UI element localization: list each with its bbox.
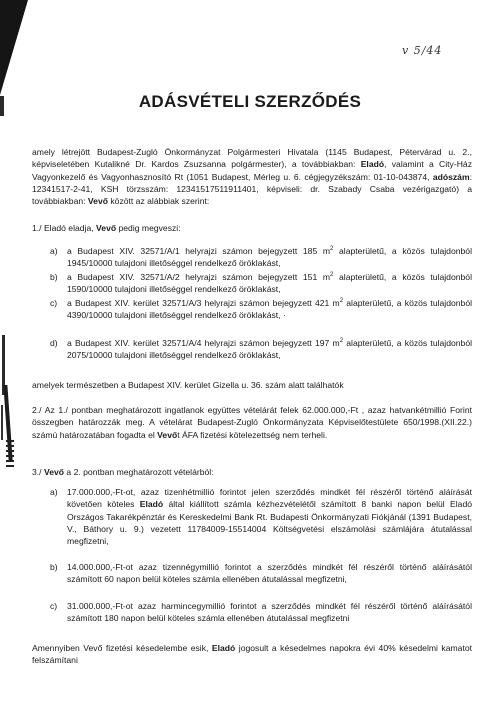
item-label: a) <box>50 246 58 256</box>
item-text-part: alapterületű, a közös tulajdonból 1590/10000 tulajdoni illetőséggel rendelkező öröklakást, <box>67 272 472 295</box>
item-text <box>67 486 472 547</box>
item-text-part: a Budapest XIV. kerület 32571/A/4 helyrajzi számon bejegyzett 197 m <box>67 338 340 348</box>
item-label: b) <box>50 562 58 572</box>
item-label: a) <box>50 487 58 497</box>
superscript: 2 <box>330 272 334 278</box>
superscript: 2 <box>330 246 334 252</box>
seller-term: Eladó <box>211 643 236 653</box>
item-label: d) <box>50 338 58 348</box>
item-text-part: által kiállított számla kézhezvételétől számított 8 banki napon belül Eladó Országos Takarékpénztár és Kereskedelmi Bank Rt. Budapesti Önkormányzati Fiókjánál (1391 Budapest, V., Báthory u. 9.) vezetett 11784009-15514004 Költségvetési elszámolási számlájára átutalással megfizetni, <box>67 499 472 547</box>
section-2-paragraph <box>32 404 472 441</box>
intro-paragraph <box>32 146 472 207</box>
document-title: ADÁSVÉTELI SZERZŐDÉS <box>138 92 362 111</box>
section-text: Amennyiben Vevő fizetési késedelembe esik, <box>32 643 212 653</box>
item-text <box>67 297 472 322</box>
item-text-part: a Budapest XIV. kerület 32571/A/3 helyrajzi számon bejegyzett 421 m <box>67 298 340 308</box>
section-3-heading <box>32 466 472 478</box>
item-label: c) <box>50 601 58 611</box>
buyer-term: Vevő <box>157 429 178 440</box>
item-text-part: 17.000.000,-Ft-ot, azaz tizenhétmillió forintot jelen szerződés mindkét fél részéről történő aláírását követően köteles <box>67 487 472 510</box>
section-text: 1./ Eladó eladja, <box>32 223 97 233</box>
item-text-part: 14.000.000,-Ft-ot azaz tizennégymillió forintot a szerződés mindkét fél részéről történő aláírásától számított 60 napon belül köteles számla ellenében átutalással megfizetni, <box>67 562 472 585</box>
buyer-term: Vevő <box>87 196 108 207</box>
property-location: amelyek természetben a Budapest XIV. kerület Gizella u. 36. szám alatt találhatók <box>32 380 344 390</box>
buyer-term: Vevő <box>43 467 65 477</box>
item-text-part: alapterületű, a közös tulajdonból 4390/10000 tulajdoni illetőséggel rendelkező öröklakást, · <box>67 298 473 321</box>
tax-number-label: adószám <box>432 171 470 182</box>
section-text: a 2. pontban meghatározott vételárból: <box>64 467 214 477</box>
intro-text: amely létrejött Budapest-Zugló Önkormányzat Polgármesteri Hivatala (1145 Budapest, Pétervárad u. 2., képviseletében Kutalikné Dr. Kardos Zsuzsanna polgármester), a továbbiakban: <box>32 147 472 170</box>
item-text-part: alapterületű, a közös tulajdonból 2075/10000 tulajdoni illetőséggel rendelkező öröklakást, <box>67 338 473 361</box>
item-text <box>67 271 472 296</box>
item-label: c) <box>50 298 58 308</box>
section-text: 2./ Az 1./ pontban meghatározott ingatlanok együttes vételárát felek 62.000.000,-Ft , azaz hatvankétmillió Forint összegben határozzák meg. A vételárat Budapest-Zugló Önkormányzata Képviselőtestülete 650/1998.(XII.22.) számú határozatában fogadta el <box>32 405 472 440</box>
item-label: b) <box>50 272 58 282</box>
intro-text: : 12341517-2-41, KSH törzsszám: 12341517511911401, képviseli: dr. Szabady Csaba vezérigazgató) a továbbiakban: <box>32 171 472 207</box>
item-text <box>67 600 472 625</box>
section-1-heading <box>32 222 472 234</box>
scan-binding-mark <box>1 405 3 440</box>
item-text <box>67 561 472 586</box>
item-text-part: alapterületű, a közös tulajdonból 1945/10000 tulajdoni illetőséggel rendelkező öröklakást, <box>67 246 472 269</box>
section-text: t ÁFA fizetési kötelezettség nem terheli. <box>177 429 328 440</box>
buyer-term: Vevő <box>96 223 117 233</box>
seller-term: Eladó <box>139 499 164 510</box>
scan-binding-mark <box>6 440 14 470</box>
superscript: 2 <box>339 298 344 304</box>
item-text-part: a Budapest XIV. 32571/A/2 helyrajzi számon bejegyzett 151 m <box>67 272 331 282</box>
intro-text: között az alábbiak szerint: <box>107 196 210 207</box>
section-text: jogosult a késedelmes napokra évi 40% késedelmi kamatot felszámítani <box>32 643 472 666</box>
item-text <box>67 245 472 270</box>
scan-shadow-corner <box>0 0 28 95</box>
item-text-part: a Budapest XIV. 32571/A/1 helyrajzi számon bejegyzett 185 m <box>67 246 331 256</box>
item-text <box>67 337 472 362</box>
handwritten-note: v 5/44 <box>402 44 443 57</box>
section-text: 3./ <box>32 467 44 477</box>
item-text-part: 31.000.000,-Ft-ot azaz harmincegymillió forintot a szerződés mindkét fél részéről történő aláírásától számított 180 napon belül köteles számla ellenében átutalással megfizetni <box>67 601 472 624</box>
seller-term: Eladó <box>360 159 385 170</box>
section-text: pedig megveszi: <box>116 223 181 233</box>
superscript: 2 <box>339 338 344 344</box>
late-payment-paragraph <box>32 642 472 667</box>
intro-text: , valamint a City-Ház Vagyonkezelő és Vagyonhasznosító Rt (1051 Budapest, Mérleg u. 6. cégjegyzékszám: 01-10-043874, <box>32 159 472 182</box>
